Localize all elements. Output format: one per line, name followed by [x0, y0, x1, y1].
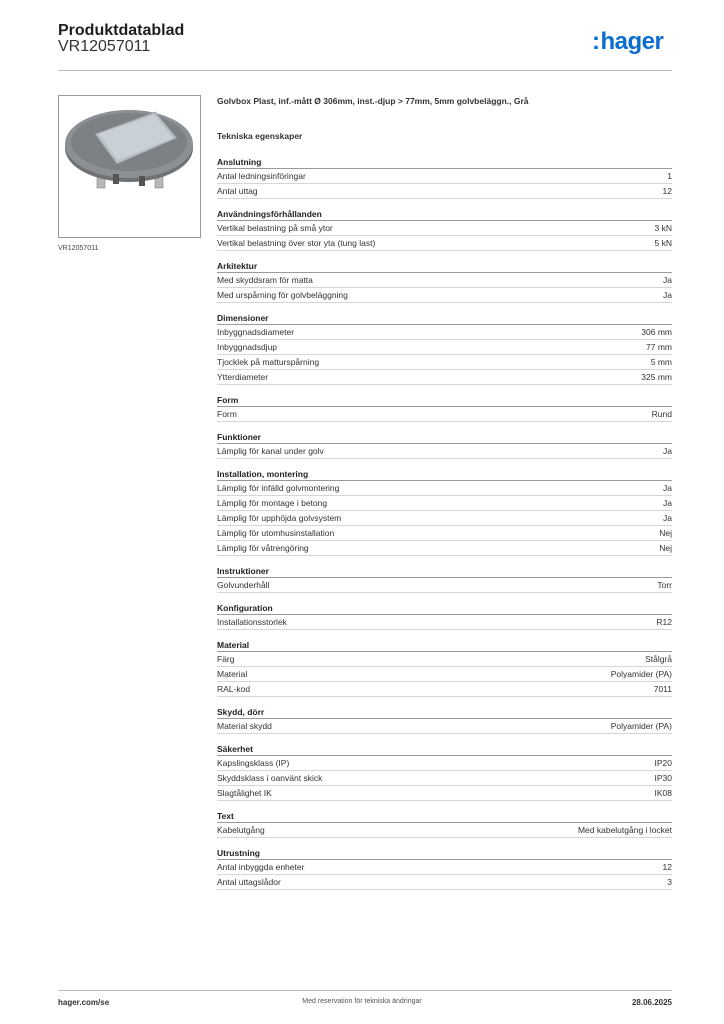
- property-value: IP20: [654, 758, 672, 768]
- section-title: Skydd, dörr: [217, 706, 672, 719]
- product-image: [58, 95, 201, 238]
- property-section: [217, 565, 672, 593]
- property-section: [217, 394, 672, 422]
- property-label: Slagtålighet IK: [217, 788, 272, 798]
- property-value: 3: [667, 877, 672, 887]
- property-label: Lämplig för våtrengöring: [217, 543, 309, 553]
- property-value: IP30: [654, 773, 672, 783]
- section-title: Användningsförhållanden: [217, 208, 672, 221]
- property-value: R12: [656, 617, 672, 627]
- section-title: Funktioner: [217, 431, 672, 444]
- property-row: [217, 823, 672, 838]
- property-value: Torr: [657, 580, 672, 590]
- property-row: [217, 496, 672, 511]
- property-value: 5 mm: [650, 357, 672, 367]
- property-section: [217, 208, 672, 251]
- property-label: Vertikal belastning på små ytor: [217, 223, 333, 233]
- property-label: Kapslingsklass (IP): [217, 758, 290, 768]
- property-label: Inbyggnadsdjup: [217, 342, 278, 352]
- footer-date: 28.06.2025: [631, 998, 672, 1007]
- property-row: [217, 526, 672, 541]
- logo-text: hager: [600, 28, 664, 55]
- property-value: Polyamider (PA): [610, 669, 672, 679]
- hager-logo: [592, 28, 663, 56]
- property-section: [217, 639, 672, 697]
- property-label: Ytterdiameter: [217, 372, 269, 382]
- property-value: 306 mm: [641, 327, 672, 337]
- property-section: [217, 260, 672, 303]
- property-value: 77 mm: [646, 342, 672, 352]
- header-divider: [58, 70, 672, 71]
- section-title: Text: [217, 810, 672, 823]
- property-row: [217, 273, 672, 288]
- property-row: [217, 184, 672, 199]
- property-value: Ja: [663, 513, 672, 523]
- property-label: Kabelutgång: [217, 825, 265, 835]
- property-label: Med urspårning för golvbeläggning: [217, 290, 348, 300]
- property-section: [217, 312, 672, 385]
- section-title: Form: [217, 394, 672, 407]
- property-value: 3 kN: [654, 223, 672, 233]
- property-label: Inbyggnadsdiameter: [217, 327, 295, 337]
- property-label: Tjocklek på matturspårning: [217, 357, 320, 367]
- footer-note: Med reservation för tekniska ändringar: [302, 998, 422, 1005]
- property-row: [217, 288, 672, 303]
- property-label: Lämplig för kanal under golv: [217, 446, 324, 456]
- property-row: [217, 325, 672, 340]
- property-row: [217, 340, 672, 355]
- property-section: [217, 468, 672, 556]
- property-label: Antal inbyggda enheter: [217, 862, 305, 872]
- property-row: [217, 578, 672, 593]
- property-label: Antal uttagslådor: [217, 877, 281, 887]
- property-value: Ja: [663, 483, 672, 493]
- property-label: Lämplig för infälld golvmontering: [217, 483, 340, 493]
- property-row: [217, 169, 672, 184]
- section-title: Installation, montering: [217, 468, 672, 481]
- section-title: Dimensioner: [217, 312, 672, 325]
- section-title: Arkitektur: [217, 260, 672, 273]
- property-label: Antal ledningsinföringar: [217, 171, 306, 181]
- property-row: [217, 541, 672, 556]
- property-label: Färg: [217, 654, 235, 664]
- property-value: Rund: [651, 409, 672, 419]
- property-label: Form: [217, 409, 237, 419]
- property-value: Nej: [659, 528, 672, 538]
- property-section: [217, 431, 672, 459]
- property-value: Ja: [663, 446, 672, 456]
- product-code: VR12057011: [58, 38, 151, 55]
- footer-website: hager.com/se: [58, 998, 110, 1007]
- property-label: Lämplig för upphöjda golvsystem: [217, 513, 342, 523]
- logo-colon-mark: :: [592, 28, 600, 55]
- property-value: 325 mm: [641, 372, 672, 382]
- property-label: RAL-kod: [217, 684, 251, 694]
- property-row: [217, 481, 672, 496]
- property-section: [217, 156, 672, 199]
- property-label: Material: [217, 669, 248, 679]
- section-title: Säkerhet: [217, 743, 672, 756]
- section-title: Anslutning: [217, 156, 672, 169]
- property-row: [217, 511, 672, 526]
- section-title: Material: [217, 639, 672, 652]
- property-row: [217, 756, 672, 771]
- property-row: [217, 875, 672, 890]
- section-title: Utrustning: [217, 847, 672, 860]
- product-description: Golvbox Plast, inf.-mått Ø 306mm, inst.-djup > 77mm, 5mm golvbeläggn., Grå: [217, 96, 529, 106]
- property-row: [217, 615, 672, 630]
- property-row: [217, 221, 672, 236]
- property-value: 12: [662, 862, 672, 872]
- property-row: [217, 667, 672, 682]
- property-label: Material skydd: [217, 721, 272, 731]
- section-title: Konfiguration: [217, 602, 672, 615]
- property-section: [217, 847, 672, 890]
- property-row: [217, 860, 672, 875]
- section-title: Instruktioner: [217, 565, 672, 578]
- property-label: Vertikal belastning över stor yta (tung last): [217, 238, 376, 248]
- property-label: Skyddsklass i oanvänt skick: [217, 773, 323, 783]
- floor-box-image: [59, 96, 200, 237]
- product-image-caption: VR12057011: [58, 245, 99, 252]
- property-section: [217, 743, 672, 801]
- property-label: Lämplig för utomhusinstallation: [217, 528, 335, 538]
- property-section: [217, 706, 672, 734]
- property-row: [217, 370, 672, 385]
- property-label: Installationsstorlek: [217, 617, 287, 627]
- property-value: 7011: [653, 684, 672, 694]
- property-row: [217, 407, 672, 422]
- property-label: Lämplig för montage i betong: [217, 498, 328, 508]
- property-row: [217, 771, 672, 786]
- property-value: IK08: [654, 788, 672, 798]
- property-value: 1: [667, 171, 672, 181]
- property-label: Golvunderhåll: [217, 580, 270, 590]
- property-value: 12: [662, 186, 672, 196]
- property-value: Ja: [663, 498, 672, 508]
- property-section: [217, 602, 672, 630]
- property-row: [217, 236, 672, 251]
- property-value: Polyamider (PA): [610, 721, 672, 731]
- property-value: Med kabelutgång i locket: [577, 825, 672, 835]
- property-label: Med skyddsram för matta: [217, 275, 313, 285]
- property-row: [217, 786, 672, 801]
- property-value: 5 kN: [654, 238, 672, 248]
- property-row: [217, 355, 672, 370]
- footer-divider: [58, 990, 672, 991]
- property-value: Ja: [663, 275, 672, 285]
- property-label: Antal uttag: [217, 186, 258, 196]
- technical-properties-heading: Tekniska egenskaper: [217, 131, 303, 141]
- property-value: Ja: [663, 290, 672, 300]
- property-value: Nej: [659, 543, 672, 553]
- property-value: Stålgrå: [645, 654, 672, 664]
- page-title: Produktdatablad: [58, 22, 185, 39]
- properties-table: [217, 156, 672, 899]
- property-row: [217, 719, 672, 734]
- property-row: [217, 444, 672, 459]
- property-section: [217, 810, 672, 838]
- property-row: [217, 652, 672, 667]
- property-row: [217, 682, 672, 697]
